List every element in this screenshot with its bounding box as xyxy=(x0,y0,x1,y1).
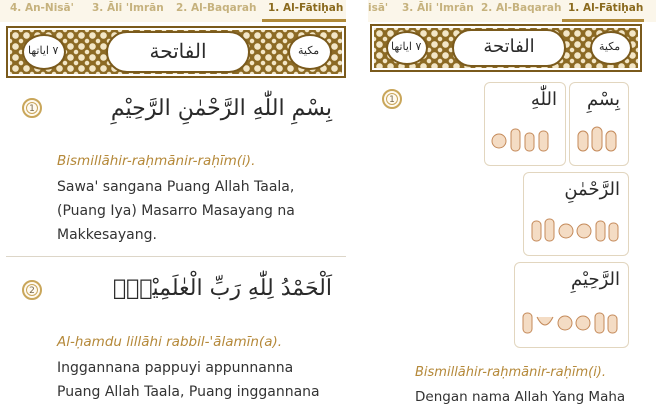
hand-sign-icon xyxy=(491,121,559,157)
hand-sign-icon xyxy=(521,303,621,339)
ayat-count-badge xyxy=(22,34,66,70)
surah-name-frame xyxy=(452,29,566,67)
tab-al-baqarah[interactable]: 2. Al-Baqarah xyxy=(481,2,562,14)
tab-an-nisa[interactable]: isā' xyxy=(368,2,389,14)
sign-card-word: اللّٰهِ xyxy=(530,89,557,110)
translation-line: (Puang Iya) Masarro Masayang na xyxy=(57,203,295,219)
tab-ali-imran[interactable]: 3. Āli 'Imrān xyxy=(402,2,474,14)
active-tab-indicator xyxy=(562,19,644,22)
sign-card-word: الرَّحْمٰنِ xyxy=(564,179,620,200)
tab-al-fatihah[interactable]: 1. Al-Fātiḥah xyxy=(268,2,344,14)
surah-name-frame xyxy=(106,31,250,73)
tab-al-baqarah[interactable]: 2. Al-Baqarah xyxy=(176,2,257,14)
revelation-badge xyxy=(288,34,332,70)
verse-divider xyxy=(6,256,346,257)
tab-ali-imran[interactable]: 3. Āli 'Imrān xyxy=(92,2,164,14)
sign-card-allah[interactable] xyxy=(484,82,566,166)
verse-number-badge xyxy=(22,98,42,118)
surah-tab-bar xyxy=(0,0,346,22)
translation-line: Inggannana pappuyi appunnanna xyxy=(57,360,294,376)
verse-number-text: 1 xyxy=(386,93,398,105)
screen-gap xyxy=(346,0,368,412)
ayat-count-text: ٧ اياتها xyxy=(28,44,59,57)
verse-number-badge xyxy=(22,280,42,300)
verse-translation xyxy=(57,356,320,404)
tab-an-nisa[interactable]: 4. An-Nisā' xyxy=(10,2,74,14)
surah-tab-bar xyxy=(368,0,656,22)
surah-name-arabic: الفاتحة xyxy=(483,36,535,57)
sign-card-bismi[interactable] xyxy=(569,82,629,166)
sign-card-ar-rahman[interactable] xyxy=(523,172,629,256)
tab-al-fatihah[interactable]: 1. Al-Fātiḥah xyxy=(568,2,644,14)
verse-number-text: 1 xyxy=(26,102,38,114)
translation-line: Puang Allah Taala, Puang inggannana xyxy=(57,384,320,400)
sign-card-word: بِسْمِ xyxy=(586,89,620,110)
ayat-count-badge xyxy=(386,31,428,65)
verse-number-badge xyxy=(382,89,402,109)
verse-translation: Dengan nama Allah Yang Maha xyxy=(415,389,626,405)
surah-name-arabic: الفاتحة xyxy=(149,39,207,63)
revelation-text: مكية xyxy=(298,44,320,57)
right-screen xyxy=(368,0,656,412)
verse-arabic-text: بِسْمِ اللّٰهِ الرَّحْمٰنِ الرَّحِيْمِ xyxy=(110,96,332,121)
verse-number-text: 2 xyxy=(26,284,38,296)
verse-translation xyxy=(57,175,295,247)
hand-sign-icon xyxy=(576,121,622,157)
translation-line: Makkesayang. xyxy=(57,227,157,243)
ayat-count-text: ٧ اياتها xyxy=(391,40,422,53)
sign-card-ar-rahim[interactable] xyxy=(514,262,629,348)
sign-card-word: الرَّحِيْمِ xyxy=(571,269,620,290)
revelation-text: مكية xyxy=(599,40,621,53)
active-tab-indicator xyxy=(262,19,346,22)
verse-transliteration: Bismillāhir-raḥmānir-raḥīm(i). xyxy=(57,153,256,169)
revelation-badge xyxy=(590,31,632,65)
verse-transliteration: Al-ḥamdu lillāhi rabbil-'ālamīn(a). xyxy=(57,334,283,350)
translation-line: Sawa' sangana Puang Allah Taala, xyxy=(57,179,295,195)
hand-sign-icon xyxy=(530,211,622,247)
surah-header-banner xyxy=(370,24,642,72)
surah-header-banner xyxy=(6,26,346,78)
verse-transliteration: Bismillāhir-raḥmānir-raḥīm(i). xyxy=(415,365,607,380)
verse-arabic-text: اَلْحَمْدُ لِلّٰهِ رَبِّ الْعٰلَمِيْنَۙ xyxy=(112,276,332,301)
